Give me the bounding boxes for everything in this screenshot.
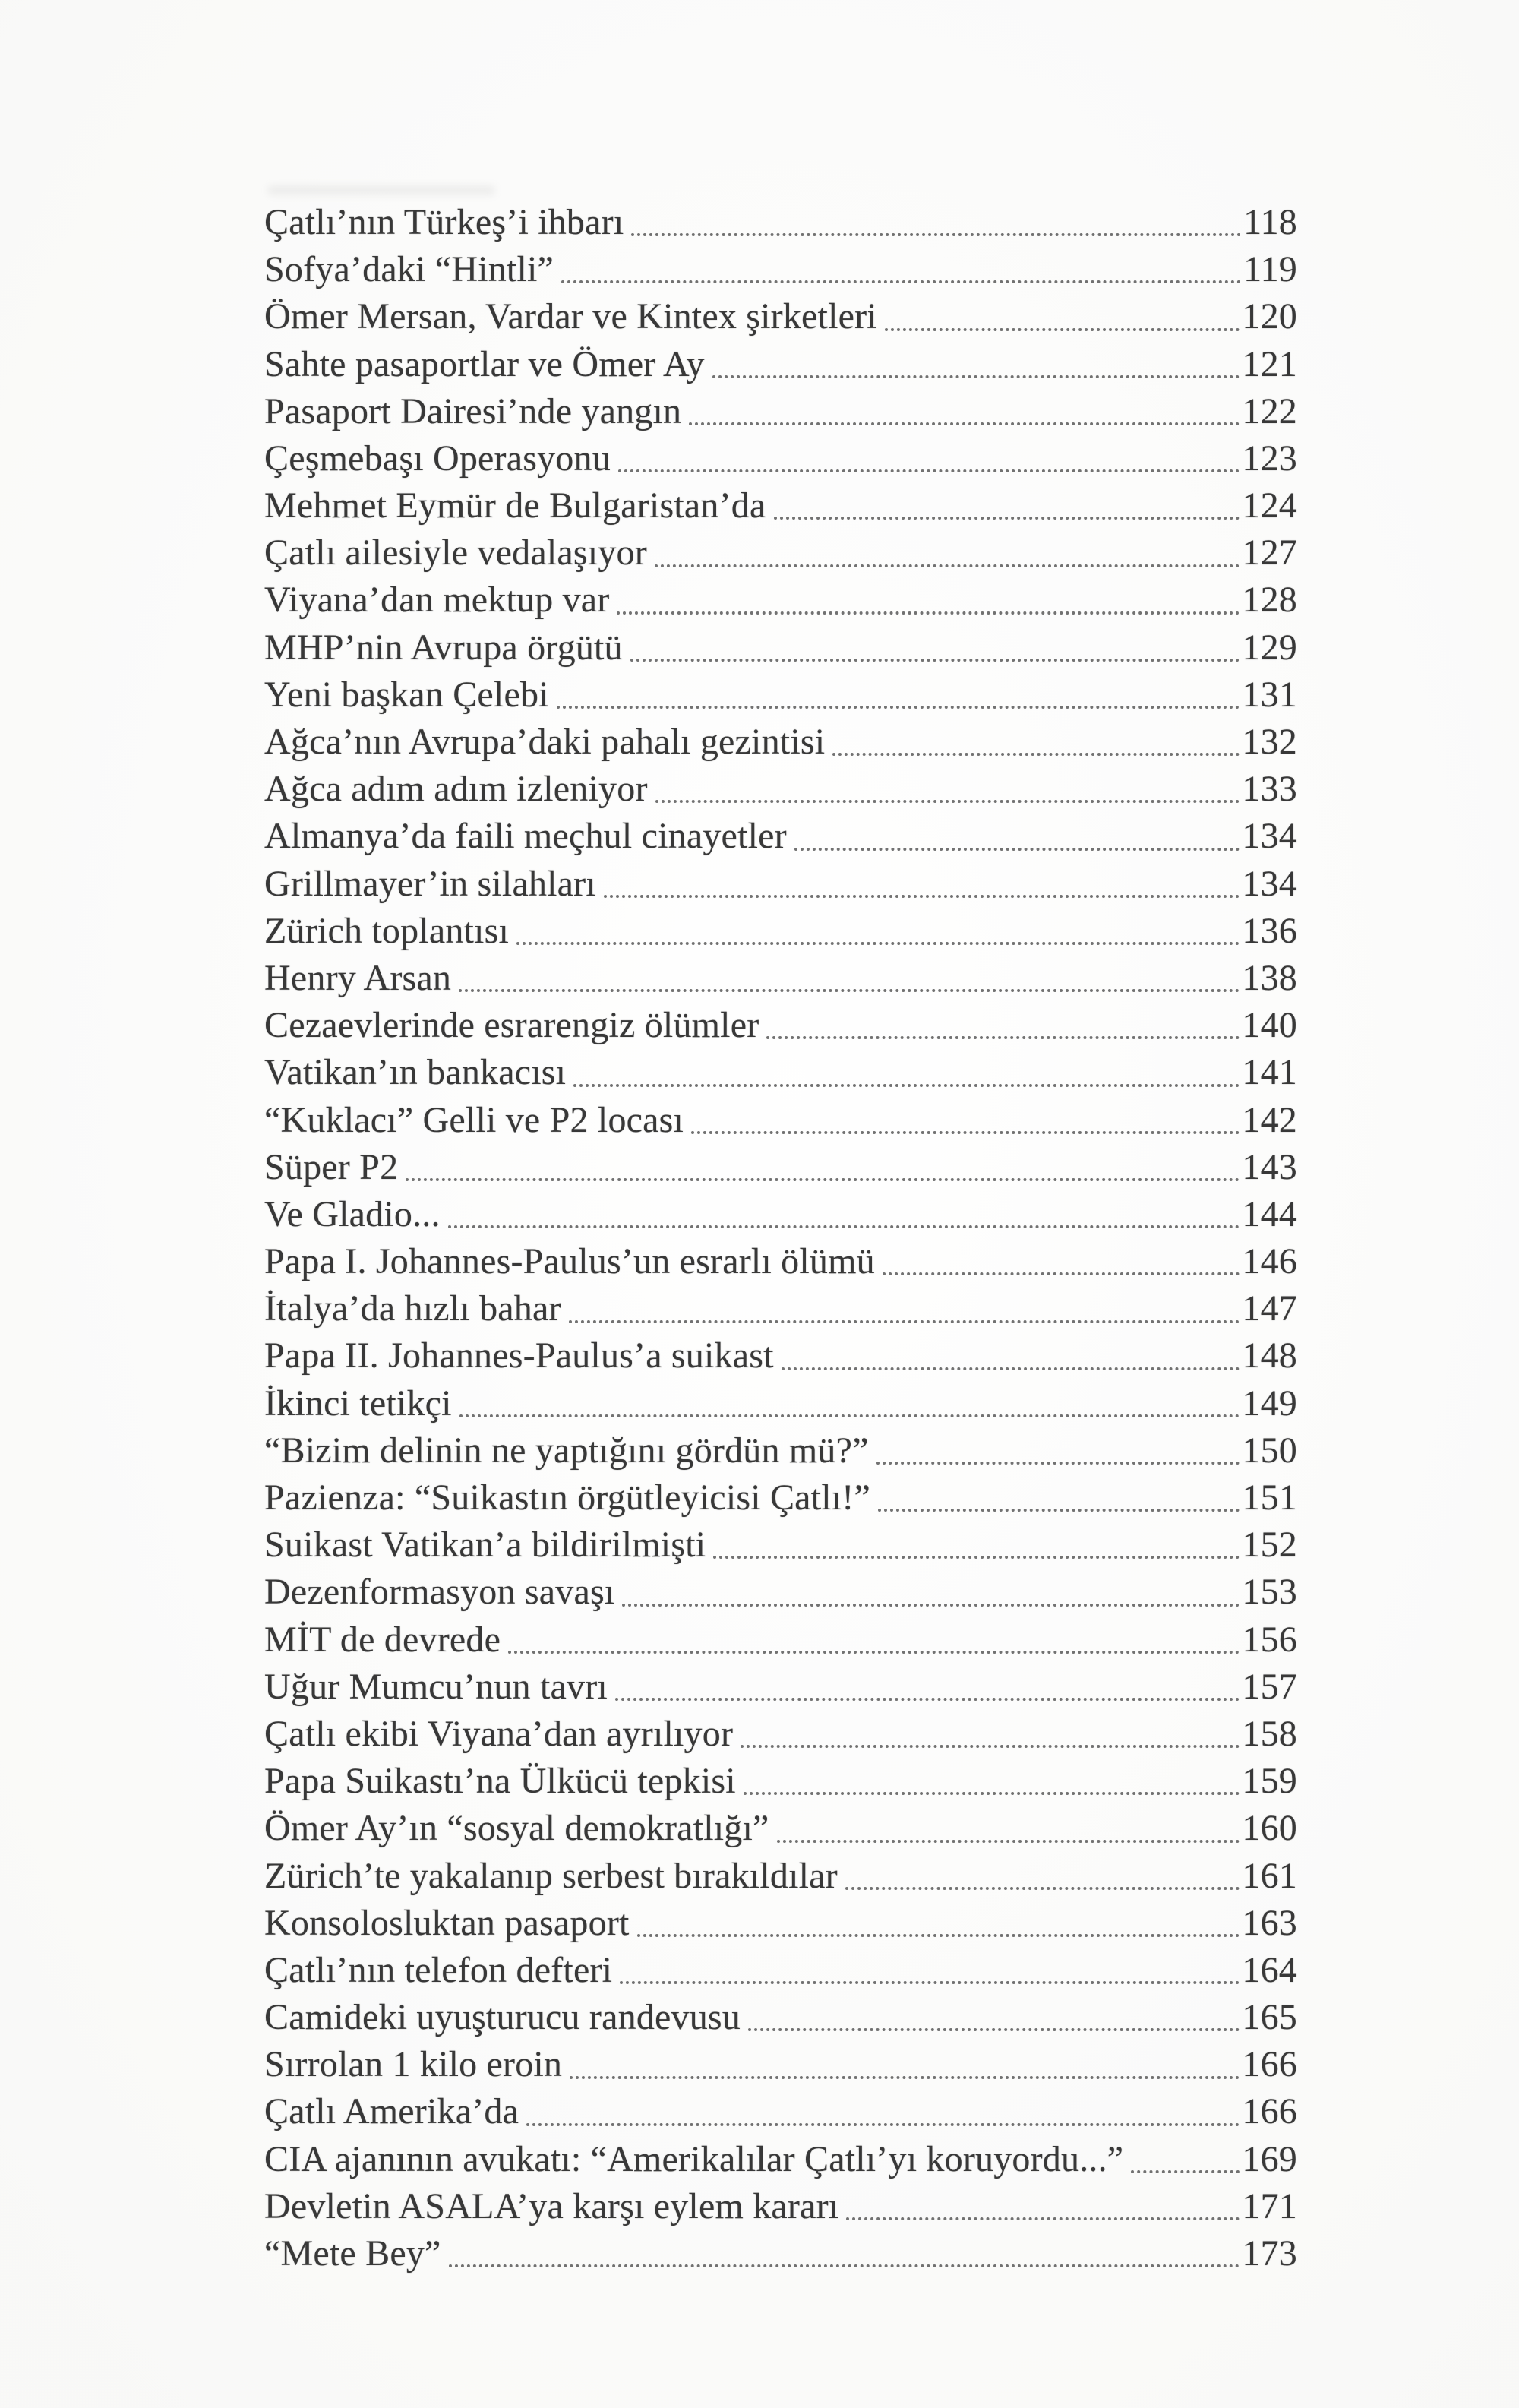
dot-leader [876, 1462, 1240, 1465]
toc-entry [264, 1994, 1297, 2041]
toc-entry [264, 1097, 1297, 1144]
toc-entry [264, 1805, 1297, 1852]
dot-leader [526, 2123, 1240, 2126]
toc-entry-title: MİT de devrede [264, 1619, 501, 1660]
toc-entry [264, 482, 1297, 529]
toc-entry [264, 624, 1297, 672]
toc-entry-title: Pazienza: “Suikastın örgütleyicisi Çatlı!” [264, 1477, 870, 1518]
toc-entry-title: Yeni başkan Çelebi [264, 674, 549, 715]
toc-entry [264, 2089, 1297, 2136]
toc-entry-page-number: 118 [1243, 201, 1297, 242]
dot-leader [712, 375, 1240, 378]
toc-entry-title: Dezenformasyon savaşı [264, 1572, 615, 1613]
toc-entry-title: Suikast Vatikan’a bildirilmişti [264, 1525, 706, 1566]
toc-entry-title: Konsolosluktan pasaport [264, 1902, 630, 1943]
toc-entry [264, 293, 1297, 340]
toc-entry [264, 1900, 1297, 1947]
toc-entry [264, 1380, 1297, 1427]
toc-entry-title: Ömer Mersan, Vardar ve Kintex şirketleri [264, 296, 877, 337]
toc-entry-title: Uğur Mumcu’nun tavrı [264, 1666, 608, 1707]
toc-entry-title: Cezaevlerinde esrarengiz ölümler [264, 1005, 760, 1046]
dot-leader [744, 1792, 1240, 1795]
toc-entry-page-number: 158 [1242, 1713, 1297, 1754]
toc-entry-title: “Bizim delinin ne yaptığını gördün mü?” [264, 1430, 869, 1471]
toc-entry-title: Henry Arsan [264, 957, 452, 998]
toc-entry-page-number: 142 [1242, 1099, 1297, 1140]
dot-leader [883, 1272, 1240, 1275]
toc-entry-page-number: 120 [1242, 296, 1297, 337]
toc-entry-page-number: 124 [1242, 485, 1297, 526]
toc-entry-page-number: 160 [1242, 1808, 1297, 1849]
toc-entry-page-number: 132 [1242, 722, 1297, 763]
toc-entry [264, 1758, 1297, 1805]
toc-entry [264, 388, 1297, 435]
toc-entry [264, 766, 1297, 813]
toc-entry-page-number: 164 [1242, 1949, 1297, 1990]
toc-entry [264, 1002, 1297, 1049]
dot-leader [655, 564, 1240, 567]
toc-entry-title: “Mete Bey” [264, 2233, 441, 2274]
toc-entry [264, 529, 1297, 577]
toc-entry-page-number: 141 [1242, 1052, 1297, 1093]
toc-entry-page-number: 169 [1242, 2138, 1297, 2179]
toc-entry-page-number: 156 [1242, 1619, 1297, 1660]
dot-leader [777, 1840, 1240, 1843]
toc-entry-page-number: 171 [1242, 2185, 1297, 2226]
toc-entry [264, 1569, 1297, 1616]
toc-entry-title: Devletin ASALA’ya karşı eylem kararı [264, 2185, 839, 2226]
toc-entry-page-number: 159 [1242, 1761, 1297, 1802]
dot-leader [622, 1604, 1240, 1607]
toc-entry [264, 2230, 1297, 2277]
scan-smudge-artifact [267, 185, 495, 195]
toc-entry-title: Papa Suikastı’na Ülkücü tepkisi [264, 1761, 736, 1802]
toc-entry-title: İtalya’da hızlı bahar [264, 1288, 561, 1329]
toc-entry [264, 1285, 1297, 1332]
toc-entry-page-number: 144 [1242, 1193, 1297, 1234]
toc-entry-page-number: 143 [1242, 1146, 1297, 1187]
dot-leader [570, 2076, 1240, 2079]
toc-entry-page-number: 134 [1242, 816, 1297, 857]
toc-entry-page-number: 133 [1242, 769, 1297, 810]
toc-entry [264, 1191, 1297, 1238]
toc-entry-title: Ömer Ay’ın “sosyal demokratlığı” [264, 1808, 769, 1849]
toc-entry-page-number: 166 [1242, 2091, 1297, 2132]
dot-leader [691, 1131, 1240, 1134]
toc-entry-page-number: 151 [1242, 1477, 1297, 1518]
dot-leader [832, 753, 1240, 756]
dot-leader [617, 611, 1240, 615]
dot-leader [845, 1887, 1240, 1890]
toc-entry-title: Çatlı ekibi Viyana’dan ayrılıyor [264, 1713, 734, 1754]
toc-entry [264, 908, 1297, 955]
toc-entry-page-number: 157 [1242, 1666, 1297, 1707]
toc-entry [264, 1616, 1297, 1664]
toc-entry-page-number: 153 [1242, 1572, 1297, 1613]
toc-entry-title: Viyana’dan mektup var [264, 580, 610, 621]
dot-leader [406, 1178, 1240, 1181]
toc-entry [264, 1664, 1297, 1711]
dot-leader [630, 659, 1240, 662]
toc-entry-page-number: 152 [1242, 1525, 1297, 1566]
toc-entry-title: Çeşmebaşı Operasyonu [264, 438, 611, 479]
toc-entry-page-number: 136 [1242, 910, 1297, 951]
toc-entry-page-number: 131 [1242, 674, 1297, 715]
dot-leader [782, 1367, 1240, 1370]
toc-entry-title: Çatlı’nın telefon defteri [264, 1949, 613, 1990]
dot-leader [618, 469, 1240, 472]
toc-entry-title: İkinci tetikçi [264, 1383, 452, 1424]
toc-entry [264, 955, 1297, 1002]
table-of-contents [264, 199, 1297, 2277]
toc-entry [264, 719, 1297, 766]
dot-leader [741, 1745, 1240, 1748]
toc-entry-title: Sırrolan 1 kilo eroin [264, 2044, 563, 2085]
dot-leader [508, 1651, 1240, 1654]
toc-entry [264, 1144, 1297, 1191]
toc-entry-page-number: 138 [1242, 957, 1297, 998]
toc-entry-page-number: 147 [1242, 1288, 1297, 1329]
dot-leader [878, 1509, 1240, 1512]
dot-leader [846, 2217, 1240, 2220]
toc-entry [264, 199, 1297, 246]
toc-entry [264, 341, 1297, 388]
dot-leader [516, 942, 1240, 945]
toc-entry [264, 813, 1297, 860]
toc-entry-page-number: 149 [1242, 1383, 1297, 1424]
toc-entry-title: Sahte pasaportlar ve Ömer Ay [264, 343, 705, 384]
toc-entry-title: CIA ajanının avukatı: “Amerikalılar Çatlı’yı koruyordu...” [264, 2138, 1124, 2179]
toc-entry-page-number: 123 [1242, 438, 1297, 479]
toc-entry-title: Pasaport Dairesi’nde yangın [264, 390, 682, 431]
toc-entry [264, 861, 1297, 908]
toc-entry-page-number: 121 [1242, 343, 1297, 384]
dot-leader [573, 1084, 1240, 1087]
toc-entry [264, 577, 1297, 624]
toc-entry-page-number: 166 [1242, 2044, 1297, 2085]
toc-entry [264, 1238, 1297, 1285]
toc-entry [264, 1947, 1297, 1994]
dot-leader [449, 2264, 1240, 2267]
toc-entry [264, 2136, 1297, 2183]
toc-entry-title: Çatlı ailesiyle vedalaşıyor [264, 532, 647, 574]
dot-leader [713, 1556, 1240, 1559]
dot-leader [620, 1981, 1240, 1984]
toc-entry [264, 1049, 1297, 1096]
toc-entry-page-number: 129 [1242, 627, 1297, 668]
toc-entry-title: Grillmayer’in silahları [264, 863, 596, 904]
toc-entry-title: MHP’nin Avrupa örgütü [264, 627, 623, 668]
dot-leader [1131, 2170, 1240, 2173]
toc-entry-page-number: 165 [1242, 1997, 1297, 2038]
toc-entry-page-number: 163 [1242, 1902, 1297, 1943]
toc-entry-title: Vatikan’ın bankacısı [264, 1052, 567, 1093]
dot-leader [794, 848, 1240, 851]
toc-entry-page-number: 119 [1243, 249, 1297, 290]
toc-entry [264, 1474, 1297, 1522]
toc-entry-page-number: 161 [1242, 1855, 1297, 1896]
toc-entry-page-number: 150 [1242, 1430, 1297, 1471]
dot-leader [637, 1934, 1240, 1937]
toc-entry [264, 2041, 1297, 2088]
toc-entry-title: Ağca adım adım izleniyor [264, 769, 648, 810]
toc-entry-page-number: 128 [1242, 580, 1297, 621]
dot-leader [766, 1036, 1240, 1039]
toc-entry [264, 2183, 1297, 2230]
dot-leader [557, 706, 1240, 709]
toc-entry-title: Papa I. Johannes-Paulus’un esrarlı ölümü [264, 1241, 875, 1282]
toc-entry-page-number: 146 [1242, 1241, 1297, 1282]
toc-entry-title: Çatlı Amerika’da [264, 2091, 519, 2132]
dot-leader [459, 989, 1240, 992]
toc-entry-page-number: 140 [1242, 1005, 1297, 1046]
dot-leader [615, 1698, 1240, 1701]
dot-leader [689, 422, 1240, 425]
dot-leader [561, 280, 1241, 283]
toc-entry-title: Ve Gladio... [264, 1193, 441, 1234]
dot-leader [631, 233, 1241, 236]
dot-leader [774, 517, 1240, 520]
toc-entry [264, 672, 1297, 719]
dot-leader [604, 895, 1240, 898]
dot-leader [655, 800, 1240, 803]
dot-leader [569, 1320, 1240, 1323]
toc-entry-page-number: 122 [1242, 390, 1297, 431]
toc-entry-title: Sofya’daki “Hintli” [264, 249, 554, 290]
toc-entry-title: Mehmet Eymür de Bulgaristan’da [264, 485, 766, 526]
toc-entry [264, 1711, 1297, 1758]
toc-entry-page-number: 148 [1242, 1335, 1297, 1376]
toc-entry [264, 1333, 1297, 1380]
toc-entry-title: Almanya’da faili meçhul cinayetler [264, 816, 787, 857]
toc-entry [264, 1427, 1297, 1474]
toc-entry-page-number: 134 [1242, 863, 1297, 904]
toc-entry-page-number: 127 [1242, 532, 1297, 574]
toc-entry-title: Papa II. Johannes-Paulus’a suikast [264, 1335, 774, 1376]
dot-leader [448, 1225, 1240, 1228]
toc-entry-title: Süper P2 [264, 1146, 399, 1187]
dot-leader [748, 2028, 1240, 2031]
dot-leader [885, 328, 1240, 331]
toc-entry-title: Zürich toplantısı [264, 910, 510, 951]
toc-entry-title: Zürich’te yakalanıp serbest bırakıldılar [264, 1855, 838, 1896]
toc-entry-title: Ağca’nın Avrupa’daki pahalı gezintisi [264, 722, 826, 763]
toc-entry-page-number: 173 [1242, 2233, 1297, 2274]
toc-entry [264, 435, 1297, 482]
toc-entry [264, 246, 1297, 293]
dot-leader [459, 1414, 1240, 1417]
toc-entry [264, 1853, 1297, 1900]
toc-entry-title: “Kuklacı” Gelli ve P2 locası [264, 1099, 684, 1140]
toc-entry-title: Camideki uyuşturucu randevusu [264, 1997, 741, 2038]
toc-entry-title: Çatlı’nın Türkeş’i ihbarı [264, 201, 624, 242]
toc-entry [264, 1522, 1297, 1569]
